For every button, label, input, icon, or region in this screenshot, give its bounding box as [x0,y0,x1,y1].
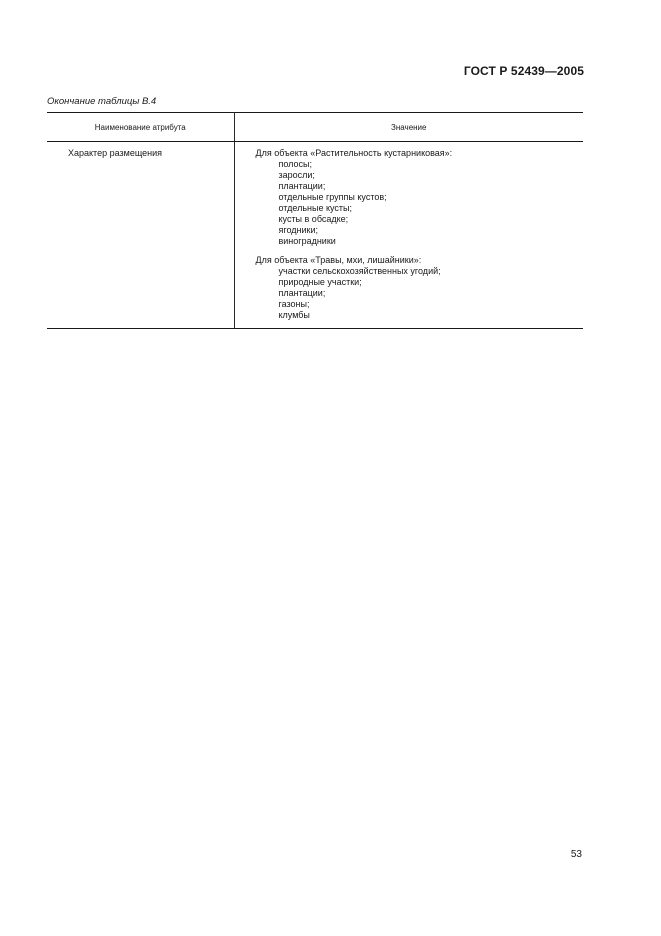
attribute-name: Характер размещения [68,148,162,158]
value-item: виноградники [278,236,336,246]
table-row [47,142,583,329]
value-item: плантации; [278,288,326,298]
attribute-table [47,112,583,329]
value-item: отдельные группы кустов; [278,192,387,202]
page-number: 53 [570,849,582,860]
value-item: заросли; [278,170,315,180]
attribute-name-cell [47,142,234,329]
value-group-title: Для объекта «Растительность кустарниковая»: [255,148,453,158]
value-item: клумбы [278,310,310,320]
value-item: участки сельскохозяйственных угодий; [278,266,441,276]
attribute-value-cell [234,142,583,329]
table-caption: Окончание таблицы В.4 [47,96,157,107]
value-item: газоны; [278,299,310,309]
value-group-title: Для объекта «Травы, мхи, лишайники»: [255,255,422,265]
value-group-grasses [256,255,584,321]
document-code: ГОСТ Р 52439—2005 [463,64,584,78]
column-header-attribute-name: Наименование атрибута [47,113,234,142]
value-item: кусты в обсадке; [278,214,349,224]
table-header-row [47,113,583,142]
value-group-shrubs [256,148,584,247]
value-item: отдельные кусты; [278,203,353,213]
value-item: ягодники; [278,225,318,235]
column-header-value: Значение [234,113,583,142]
value-item: природные участки; [278,277,362,287]
value-item: плантации; [278,181,326,191]
value-item: полосы; [278,159,313,169]
